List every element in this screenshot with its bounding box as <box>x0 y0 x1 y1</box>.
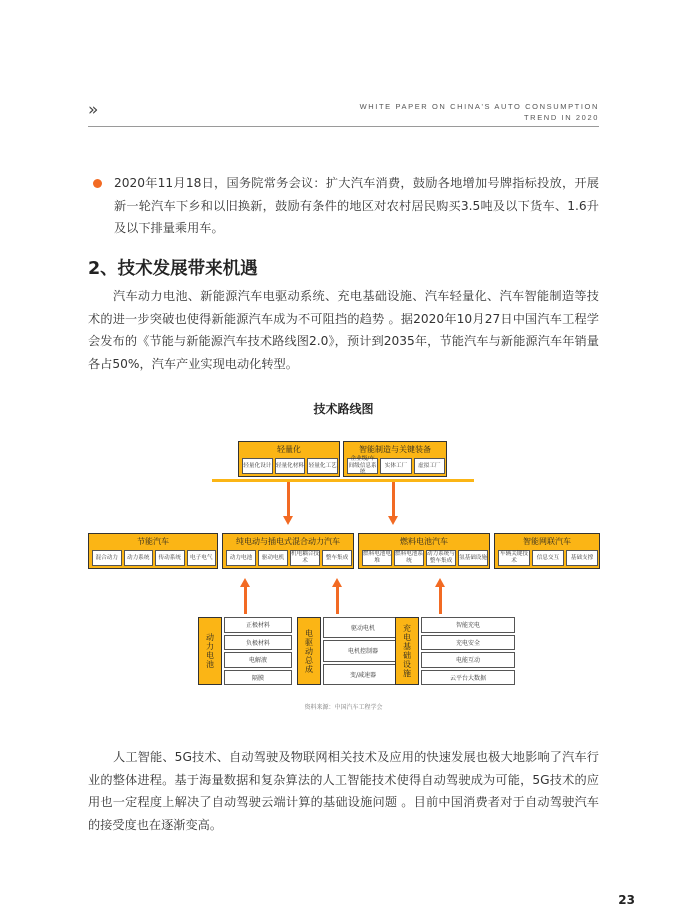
top-box-label: 智能制造与关键装备 <box>359 445 431 454</box>
middle-sub-item: 混合动力 <box>92 550 122 566</box>
arrow-down-icon <box>283 516 293 525</box>
bottom-group-item: 充电安全 <box>421 635 515 651</box>
middle-box-label: 纯电动与插电式混合动力汽车 <box>236 537 340 546</box>
arrow-down-stem-2 <box>392 482 395 517</box>
middle-sub-item: 动力系统与整车集成 <box>427 551 455 564</box>
bullet-dot-icon <box>93 179 102 188</box>
top-box-label: 轻量化 <box>277 445 301 454</box>
chart-source: 资料来源：中国汽车工程学会 <box>304 704 383 711</box>
top-sub-item: 实体工厂 <box>380 458 411 474</box>
bottom-group-item: 电解液 <box>224 652 292 668</box>
middle-box-3 <box>358 533 490 569</box>
bottom-group-item: 电机控制器 <box>323 640 403 661</box>
page-number: 23 <box>618 893 635 907</box>
middle-sub-item: 整车集成 <box>322 550 352 566</box>
middle-sub-item: 动力电池 <box>226 550 256 566</box>
bottom-group-item: 隔膜 <box>224 670 292 686</box>
middle-sub-item: 燃料电池系统 <box>395 551 423 564</box>
paragraph-2: 人工智能、5G技术、自动驾驶及物联网相关技术及应用的快速发展也极大地影响了汽车行业的整体进程。基于海量数据和复杂算法的人工智能技术使得自动驾驶成为可能，5G技术的应用也一定程度上解决了自动驾驶云端计算的基础设施问题 。目前中国消费者对于自动驾驶汽车的接受度也在逐渐变高。 <box>88 750 599 832</box>
middle-sub-item: 氢基础设施 <box>458 550 488 566</box>
top-sub-item: 轻量化工艺 <box>307 458 338 474</box>
middle-sub-item: 信息交互 <box>532 550 564 566</box>
header-divider <box>88 126 599 127</box>
middle-sub-item: 基础支撑 <box>566 550 598 566</box>
middle-sub-item: 燃料电池电堆 <box>363 551 391 564</box>
paragraph-1: 汽车动力电池、新能源汽车电驱动系统、充电基础设施、汽车轻量化、汽车智能制造等技术的进一步突破也使得新能源汽车成为不可阻挡的趋势 。据2020年10月27日中国汽车工程学会发布的《节能与新能源汽车技术路线图2.0》，预计到2035年，节能汽车与新能源汽车年销量各占50%，汽车产业实现电动化转型。 <box>88 289 599 371</box>
top-box-2 <box>343 441 447 477</box>
bottom-group-label-1: 动力电池 <box>198 617 222 685</box>
middle-sub-item: 传动系统 <box>155 550 185 566</box>
bottom-group-item: 驱动电机 <box>323 617 403 638</box>
top-sub-item: 轻量化材料 <box>275 458 306 474</box>
middle-sub-item: 动力系统 <box>124 550 154 566</box>
top-sub-item: 企业级/车间级信息系统 <box>348 456 377 476</box>
bottom-group-item: 负极材料 <box>224 635 292 651</box>
middle-sub-item: 驱动电机 <box>258 550 288 566</box>
middle-box-label: 节能汽车 <box>137 537 169 546</box>
arrow-up-stem-1 <box>244 586 247 614</box>
bottom-group-label-2: 电驱动总成 <box>297 617 321 685</box>
header-title-line2: TREND IN 2020 <box>524 113 599 122</box>
middle-box-label: 智能网联汽车 <box>523 537 571 546</box>
bottom-group-item: 智能充电 <box>421 617 515 633</box>
middle-box-label: 燃料电池汽车 <box>400 537 448 546</box>
header-title-line1: WHITE PAPER ON CHINA'S AUTO CONSUMPTION <box>359 102 599 111</box>
top-connector-line <box>212 479 474 482</box>
top-sub-item: 虚拟工厂 <box>414 458 445 474</box>
chevron-right-icon: » <box>88 100 96 120</box>
bottom-group-item: 云平台大数据 <box>421 670 515 686</box>
bottom-group-item: 电能互动 <box>421 652 515 668</box>
bottom-group-label-3: 充电基础设施 <box>395 617 419 685</box>
top-box-1 <box>238 441 340 477</box>
arrow-down-icon <box>388 516 398 525</box>
arrow-up-stem-2 <box>336 586 339 614</box>
middle-sub-item: 机电耦合技术 <box>291 551 319 564</box>
bottom-group-item: 变/减速器 <box>323 664 403 685</box>
middle-sub-item: 电子电气 <box>187 550 217 566</box>
arrow-down-stem-1 <box>287 482 290 517</box>
middle-box-4 <box>494 533 600 569</box>
chart-title: 技术路线图 <box>313 402 374 416</box>
section-title: 2、技术发展带来机遇 <box>88 259 258 279</box>
arrow-up-stem-3 <box>439 586 442 614</box>
top-sub-item: 轻量化设计 <box>242 458 273 474</box>
middle-box-2 <box>222 533 354 569</box>
bottom-group-item: 正极材料 <box>224 617 292 633</box>
middle-sub-item: 车辆关键技术 <box>498 550 530 566</box>
middle-box-1 <box>88 533 218 569</box>
bullet-text: 2020年11月18日，国务院常务会议：扩大汽车消费，鼓励各地增加号牌指标投放，开展新一轮汽车下乡和以旧换新，鼓励有条件的地区对农村居民购买3.5吨及以下货车、1.6升及以下排量乘用车。 <box>114 176 599 235</box>
